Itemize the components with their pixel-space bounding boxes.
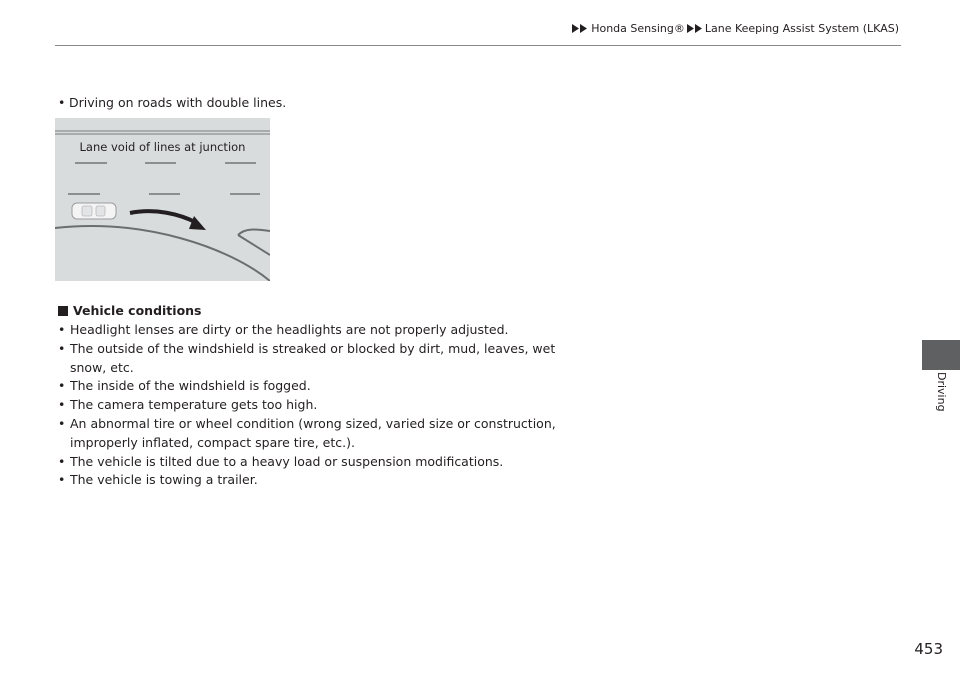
- list-item: • The vehicle is towing a trailer.: [58, 471, 578, 490]
- list-item: • The outside of the windshield is streaked or blocked by dirt, mud, leaves, wet snow, etc.: [58, 340, 578, 378]
- list-item: • The camera temperature gets too high.: [58, 396, 578, 415]
- bullet-icon: •: [58, 322, 66, 337]
- conditions-list: [58, 321, 578, 490]
- heading-square-icon: [58, 306, 68, 316]
- section-heading-text: Vehicle conditions: [73, 303, 202, 318]
- figure-caption: Lane void of lines at junction: [79, 140, 246, 154]
- list-item: • The vehicle is tilted due to a heavy load or suspension modifications.: [58, 453, 578, 472]
- breadcrumb-item-lkas[interactable]: Lane Keeping Assist System (LKAS): [704, 22, 899, 35]
- chapter-tab[interactable]: [922, 340, 960, 370]
- chapter-label: Driving: [935, 372, 948, 412]
- double-triangle-right-icon: [687, 24, 703, 33]
- intro-bullet-text: Driving on roads with double lines.: [69, 95, 287, 110]
- section-heading: [58, 303, 202, 318]
- junction-illustration: [55, 118, 270, 281]
- list-item: • The inside of the windshield is fogged.: [58, 377, 578, 396]
- bullet-icon: •: [58, 95, 66, 110]
- intro-bullet: [58, 95, 286, 110]
- path-arrowhead-icon: [189, 216, 206, 230]
- bullet-icon: •: [58, 453, 66, 469]
- path-arrow: [130, 211, 197, 223]
- breadcrumb: [572, 22, 899, 35]
- car-icon: [72, 203, 116, 219]
- double-triangle-right-icon: [572, 24, 588, 33]
- list-item: • Headlight lenses are dirty or the headlights are not properly adjusted.: [58, 321, 578, 340]
- header-rule: [55, 45, 901, 46]
- breadcrumb-item-honda-sensing[interactable]: Honda Sensing®: [591, 22, 685, 35]
- junction-curb-lower: [238, 235, 270, 255]
- page-number: 453: [914, 640, 943, 658]
- bullet-icon: •: [58, 378, 66, 394]
- bullet-icon: •: [58, 472, 66, 488]
- junction-curb: [238, 230, 270, 235]
- list-item: • An abnormal tire or wheel condition (wrong sized, varied size or construction, improperly inflated, compact spare tire, etc.).: [58, 415, 578, 453]
- bullet-icon: •: [58, 340, 66, 356]
- bullet-icon: •: [58, 397, 66, 413]
- bullet-icon: •: [58, 415, 66, 431]
